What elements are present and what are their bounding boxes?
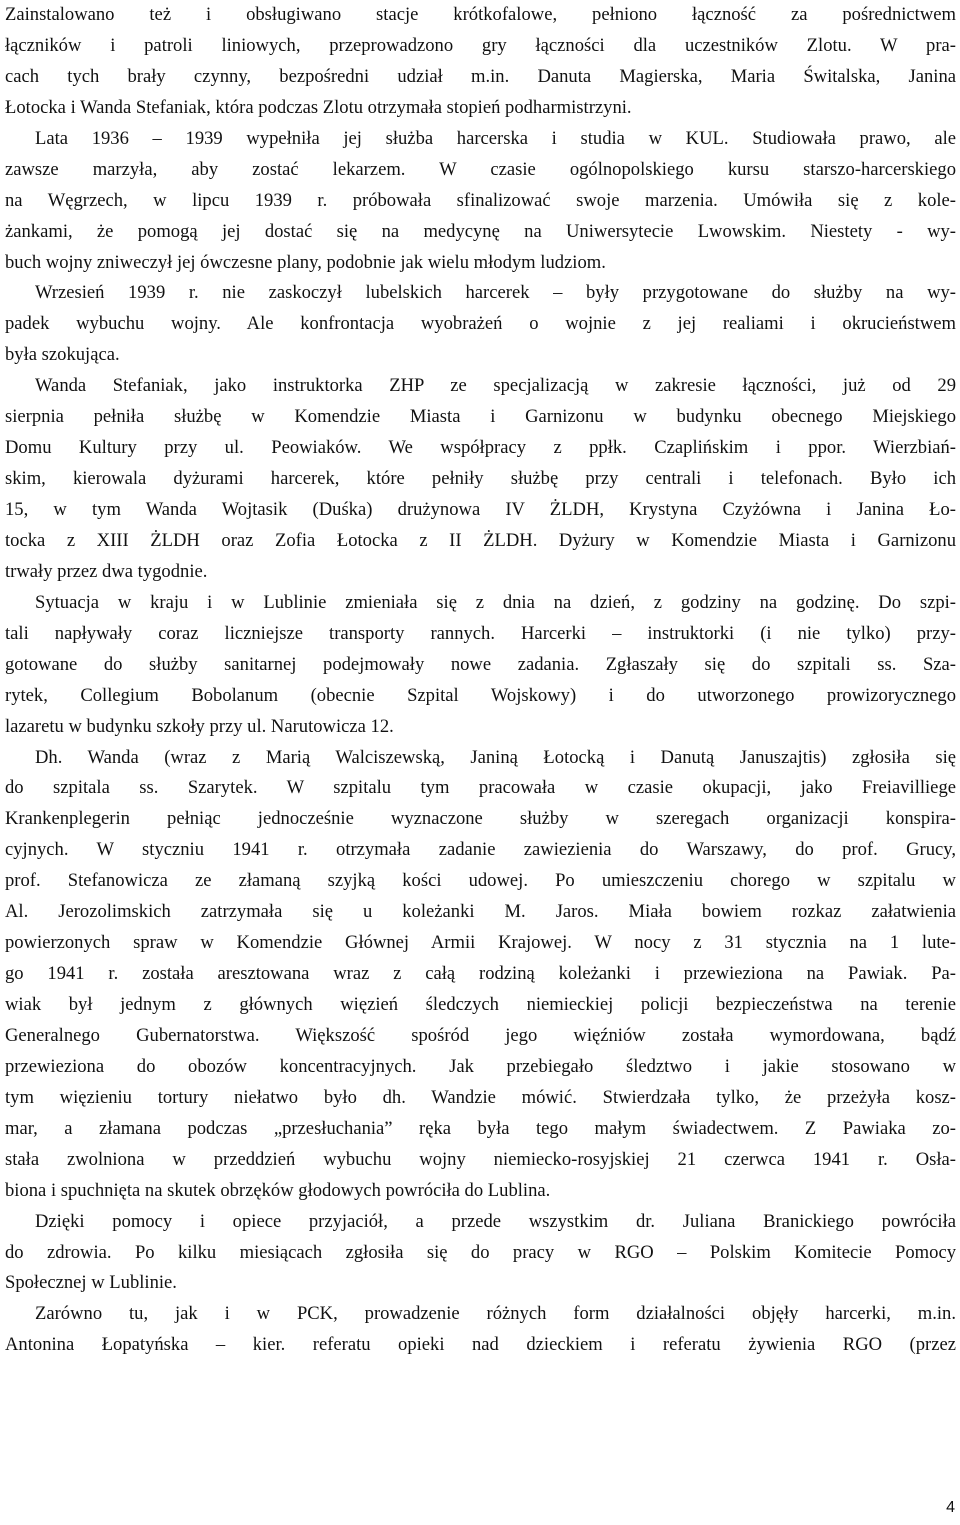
text-line: Domu Kultury przy ul. Peowiaków. We współpracy z ppłk. Czaplińskim i ppor. Wierzbiań-	[5, 437, 956, 459]
text-line: Lata 1936 – 1939 wypełniła jej służba harcerska i studia w KUL. Studiowała prawo, ale	[35, 127, 956, 149]
text-line: do szpitala ss. Szarytek. W szpitalu tym pracowała w czasie okupacji, jako Freiavilliege	[5, 777, 956, 799]
text-line: tym więzieniu tortury niełatwo było dh. Wandzie mówić. Stwierdzała tylko, że przeżyła kosz-	[5, 1086, 956, 1108]
text-line: 15, w tym Wanda Wojtasik (Duśka) drużynowa IV ŻLDH, Krystyna Czyżówna i Janina Ło-	[5, 499, 956, 520]
text-line: Sytuacja w kraju i w Lublinie zmieniała się z dnia na dzień, z godziny na godzinę. Do szpi-	[35, 591, 956, 613]
text-line: Łotocka i Wanda Stefaniak, która podczas Zlotu otrzymała stopień podharmistrzyni.	[5, 96, 632, 118]
text-line: Antonina Łopatyńska – kier. referatu opieki nad dzieckiem i referatu żywienia RGO (przez	[5, 1334, 956, 1356]
text-line: na Węgrzech, w lipcu 1939 r. próbowała sfinalizować swoje marzenia. Umówiła się z kole-	[5, 189, 956, 211]
text-line: go 1941 r. została aresztowana wraz z całą rodziną koleżanki i przewieziona na Pawiak. Pa-	[5, 963, 956, 985]
text-line: cyjnych. W styczniu 1941 r. otrzymała zadanie zawiezienia do Warszawy, do prof. Grucy,	[5, 839, 956, 861]
text-line: Wanda Stefaniak, jako instruktorka ZHP ze specjalizacją w zakresie łączności, już od 29	[35, 375, 956, 397]
text-line: cach tych brały czynny, bezpośredni udział m.in. Danuta Magierska, Maria Świtalska, Janina	[5, 65, 956, 87]
text-line: lazaretu w budynku szkoły przy ul. Narutowicza 12.	[5, 715, 394, 737]
text-line: mar, a złamana podczas „przesłuchania” ręka była tego małym świadectwem. Z Pawiaka zo-	[5, 1117, 956, 1139]
text-line: przewieziona do obozów koncentracyjnych. Jak przebiegało śledztwo i jakie stosowano w	[5, 1055, 956, 1077]
text-line: tali napływały coraz liczniejsze transporty rannych. Harcerki – instruktorki (i nie tylko) przy-	[5, 622, 956, 644]
text-line: Dzięki pomocy i opiece przyjaciół, a przede wszystkim dr. Juliana Branickiego powróciła	[35, 1210, 956, 1232]
text-line: Dh. Wanda (wraz z Marią Walciszewską, Janiną Łotocką i Danutą Januszajtis) zgłosiła się	[35, 746, 956, 768]
text-line: gotowane do służby sanitarnej podejmowały nowe zadania. Zgłaszały się do szpitali ss. Sza-	[5, 653, 956, 675]
text-line: skim, kierowala dyżurami harcerek, które pełniły służbę przy centrali i telefonach. Było ich	[5, 468, 956, 490]
text-line: Krankenplegerin pełniąc jednocześnie wyznaczone służby w szeregach organizacji konspira-	[5, 808, 956, 830]
text-line: powierzonych spraw w Komendzie Głównej Armii Krajowej. W nocy z 31 stycznia na 1 lute-	[5, 932, 956, 954]
text-line: Wrzesień 1939 r. nie zaskoczył lubelskich harcerek – były przygotowane do służby na wy-	[35, 282, 956, 304]
text-line: trwały przez dwa tygodnie.	[5, 560, 208, 582]
text-line: biona i spuchnięta na skutek obrzęków głodowych powróciła do Lublina.	[5, 1179, 551, 1201]
text-line: Al. Jerozolimskich zatrzymała się u koleżanki M. Jaros. Miała bowiem rozkaz załatwienia	[5, 901, 956, 923]
text-line: padek wybuchu wojny. Ale konfrontacja wyobrażeń o wojnie z jej realiami i okrucieństwem	[5, 313, 956, 335]
text-line: łączników i patroli liniowych, przeprowadzono gry łączności dla uczestników Zlotu. W pra-	[5, 34, 956, 56]
text-line: rytek, Collegium Bobolanum (obecnie Szpital Wojskowy) i do utworzonego prowizorycznego	[5, 684, 956, 706]
text-line: sierpnia pełniła służbę w Komendzie Miasta i Garnizonu w budynku obecnego Miejskiego	[5, 406, 956, 428]
text-line: zawsze marzyła, aby zostać lekarzem. W czasie ogólnopolskiego kursu starszo-harcerskiego	[5, 158, 956, 180]
text-line: Generalnego Gubernatorstwa. Większość spośród jego więźniów została wymordowana, bądź	[5, 1024, 956, 1046]
text-line: Społecznej w Lublinie.	[5, 1272, 177, 1294]
document-body	[5, 0, 956, 1361]
text-line: prof. Stefanowicza ze złamaną szyjką kości udowej. Po umieszczeniu chorego w szpitalu w	[5, 870, 956, 892]
text-line: wiak był jednym z głównych więzień śledczych niemieckiej policji bezpieczeństwa na terenie	[5, 994, 956, 1015]
text-line: była szokująca.	[5, 344, 120, 366]
text-line: Zarówno tu, jak i w PCK, prowadzenie różnych form działalności objęły harcerki, m.in.	[35, 1303, 956, 1325]
text-line: do zdrowia. Po kilku miesiącach zgłosiła się do pracy w RGO – Polskim Komitecie Pomocy	[5, 1241, 956, 1263]
text-line: tocka z XIII ŻLDH oraz Zofia Łotocka z II ŻLDH. Dyżury w Komendzie Miasta i Garnizonu	[5, 529, 956, 551]
page-number: 4	[946, 1499, 955, 1516]
text-line: buch wojny zniweczył jej ówczesne plany, podobnie jak wielu młodym ludziom.	[5, 251, 606, 273]
text-line: Zainstalowano też i obsługiwano stacje krótkofalowe, pełniono łączność za pośrednictwem	[5, 4, 956, 25]
text-line: żankami, że pomogą jej dostać się na medycynę na Uniwersytecie Lwowskim. Niestety - wy-	[5, 220, 956, 242]
text-line: stała zwolniona w przeddzień wybuchu wojny niemiecko-rosyjskiej 21 czerwca 1941 r. Osła-	[5, 1148, 956, 1170]
